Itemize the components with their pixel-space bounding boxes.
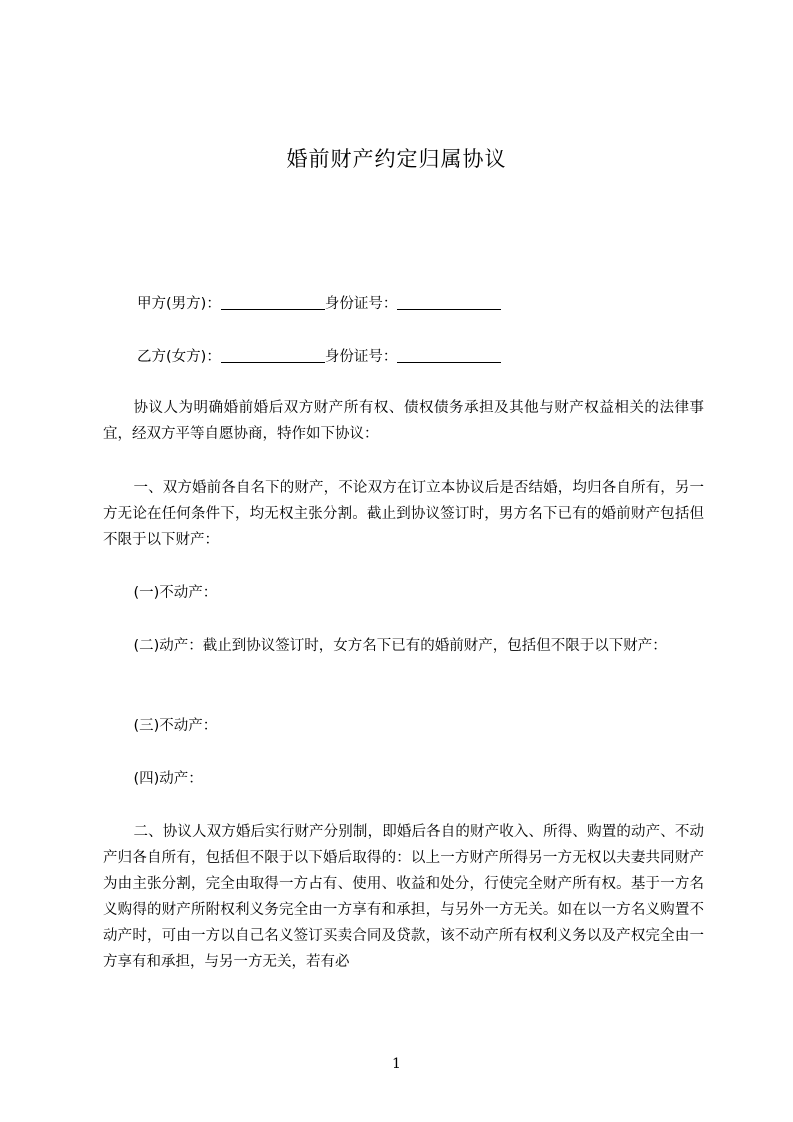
party-a-name-blank bbox=[221, 295, 325, 310]
party-b-id-label: 身份证号： bbox=[324, 349, 398, 365]
clause-2-paragraph: 二、协议人双方婚后实行财产分别制，即婚后各自的财产收入、所得、购置的动产、不动产归各自所有，包括但不限于以下婚后取得的：以上一方财产所得另一方无权以夫妻共同财产为由主张分割，完全由取得一方占有、使用、收益和处分，行使完全财产所有权。基于一方名义购得的财产所附权利义务完全由一方享有和承担，与另外一方无关。如在以一方名义购置不动产时，可由一方以自己名义签订买卖合同及贷款，该不动产所有权利义务以及产权完全由一方享有和承担，与另一方无关，若有必 bbox=[103, 824, 704, 970]
item-3: (三)不动产： bbox=[133, 718, 218, 734]
party-a-line bbox=[137, 292, 501, 313]
page-number: 1 bbox=[392, 1056, 401, 1072]
clause-1-paragraph: 一、双方婚前各自名下的财产，不论双方在订立本协议后是否结婚，均归各自所有，另一方无论在任何条件下，均无权主张分割。截止到协议签订时，男方名下已有的婚前财产包括但不限于以下财产： bbox=[103, 480, 704, 548]
party-b-id-blank bbox=[397, 348, 501, 363]
party-a-id-label: 身份证号： bbox=[324, 296, 398, 312]
item-2: (二)动产：截止到协议签订时，女方名下已有的婚前财产，包括但不限于以下财产： bbox=[133, 638, 667, 654]
party-a-label: 甲方(男方)： bbox=[137, 296, 221, 312]
item-4: (四)动产： bbox=[133, 771, 203, 787]
party-b-label: 乙方(女方)： bbox=[137, 349, 221, 365]
item-1: (一)不动产： bbox=[133, 585, 218, 601]
party-b-line bbox=[137, 345, 501, 366]
document-title: 婚前财产约定归属协议 bbox=[286, 147, 507, 171]
intro-paragraph: 协议人为明确婚前婚后双方财产所有权、债权债务承担及其他与财产权益相关的法律事宜，经双方平等自愿协商，特作如下协议： bbox=[103, 400, 704, 442]
party-b-name-blank bbox=[221, 348, 325, 363]
party-a-id-blank bbox=[397, 295, 501, 310]
